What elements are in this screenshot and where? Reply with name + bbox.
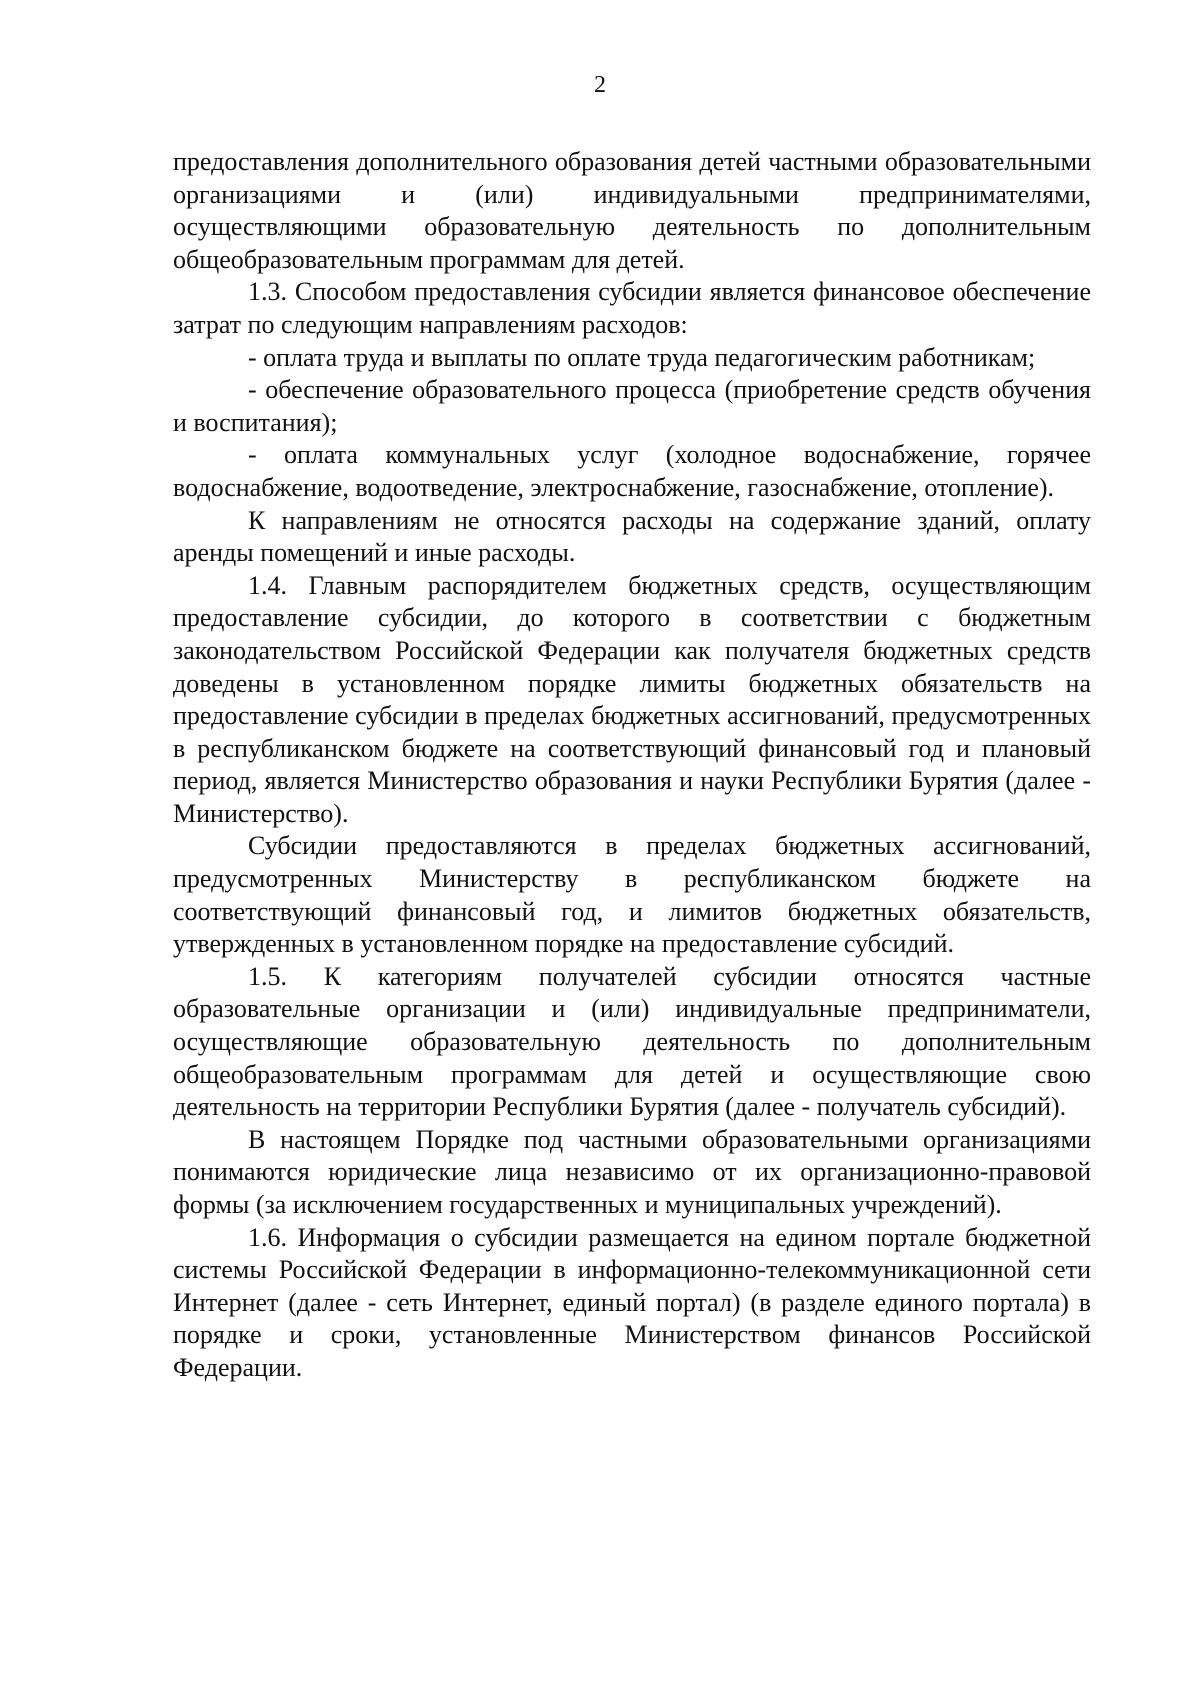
list-item-utilities: - оплата коммунальных услуг (холодное водоснабжение, горячее водоснабжение, водоотведение, электроснабжение, газоснабжение, отопление).	[173, 440, 1091, 502]
paragraph-definition: В настоящем Порядке под частными образовательными организациями понимаются юридические лица независимо от их организационно-правовой формы (за исключением государственных и муниципальных учреждений).	[173, 1124, 1091, 1219]
page-number: 2	[594, 72, 606, 98]
list-item-labor: - оплата труда и выплаты по оплате труда педагогическим работникам;	[248, 342, 1036, 372]
paragraph-1-5: 1.5. К категориям получателей субсидии относятся частные образовательные организации и (или) индивидуальные предприниматели, осуществляющие образовательную деятельность по дополнительным общеобразовательным программам для детей и осуществляющие свою деятельность на территории Республики Бурятия (далее - получатель субсидий).	[173, 961, 1091, 1122]
document-body	[173, 146, 1091, 1385]
paragraph-excluded-expenses: К направлениям не относятся расходы на содержание зданий, оплату аренды помещений и иные расходы.	[173, 505, 1091, 568]
paragraph-subsidy-limits: Субсидии предоставляются в пределах бюджетных ассигнований, предусмотренных Министерству в республиканском бюджете на соответствующий финансовый год, и лимитов бюджетных обязательств, утвержденных в установленном порядке на предоставление субсидий.	[173, 831, 1091, 959]
paragraph-1-4: 1.4. Главным распорядителем бюджетных средств, осуществляющим предоставление субсидии, до которого в соответствии с бюджетным законодательством Российской Федерации как получателя бюджетных средств доведены в установленном порядке лимиты бюджетных обязательств на предоставление субсидии в пределах бюджетных ассигнований, предусмотренных в республиканском бюджете на соответствующий финансовый год и плановый период, является Министерство образования и науки Республики Бурятия (далее - Министерство).	[173, 570, 1091, 828]
paragraph-1-3: 1.3. Способом предоставления субсидии является финансовое обеспечение затрат по следующим направлениям расходов:	[173, 277, 1091, 339]
paragraph-1-6: 1.6. Информация о субсидии размещается на едином портале бюджетной системы Российской Федерации в информационно-телекоммуникационной сети Интернет (далее - сеть Интернет, единый портал) (в разделе единого портала) в порядке и сроки, установленные Министерством финансов Российской Федерации.	[173, 1222, 1091, 1382]
paragraph-continuation: предоставления дополнительного образования детей частными образовательными организациями и (или) индивидуальными предпринимателями, осуществляющими образовательную деятельность по дополнительным общеобразовательным программам для детей.	[173, 147, 1091, 274]
list-item-education-process: - обеспечение образовательного процесса (приобретение средств обучения и воспитания);	[173, 375, 1091, 437]
